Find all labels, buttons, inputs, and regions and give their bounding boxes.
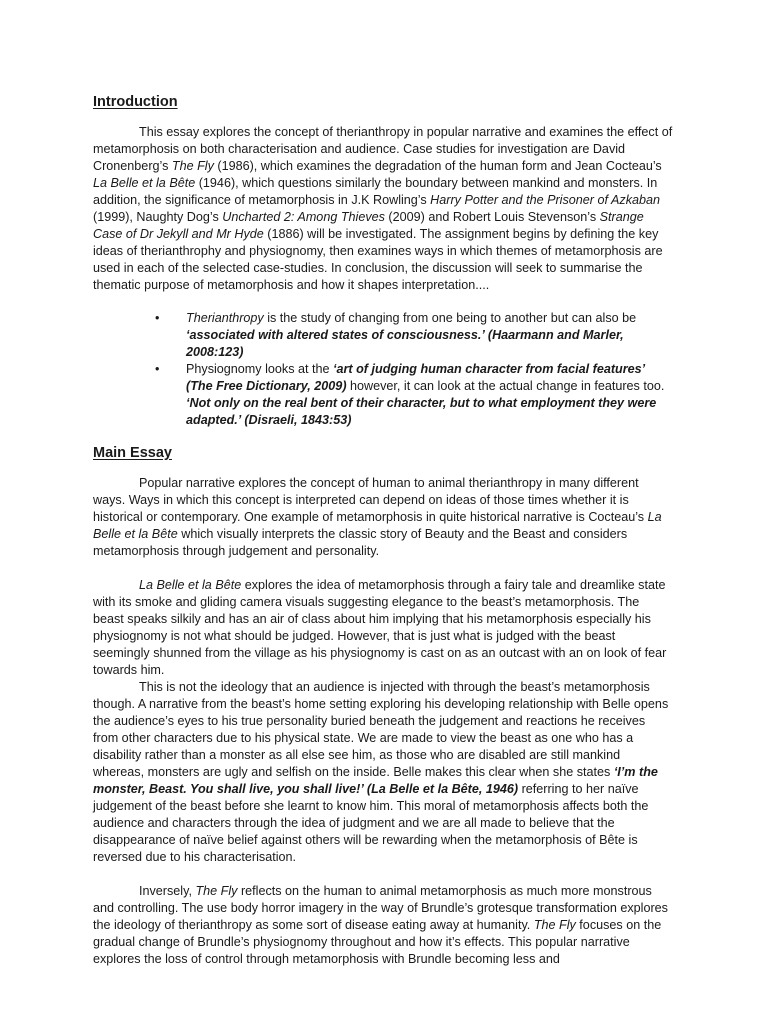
- bullet-marker: •: [155, 311, 160, 325]
- list-item-therianthropy: • Therianthropy is the study of changing from one being to another but can also be ‘associated with altered states of consciousness.’ (Haarmann and Marler, 2008:123): [155, 311, 637, 359]
- main-paragraph-2: La Belle et la Bête explores the idea of metamorphosis through a fairy tale and dreamlike state with its smoke and gliding camera visuals suggesting elegance to the beast’s metamorphosis. The beast speaks silkily and has an air of class about him implying that his metamorphosis especially his physiognomy is not what should be judged. However, that is just what is judged with the beast seemingly shunned from the village as his physiognomy is cast on as an outcast with an on look of fear towards him.: [93, 578, 667, 677]
- document-body: [93, 90, 673, 968]
- main-essay-heading: Main Essay: [93, 445, 172, 461]
- bullet-marker: •: [155, 362, 160, 376]
- main-paragraph-1: Popular narrative explores the concept of human to animal therianthropy in many different ways. Ways in which this concept is interpreted can depend on ideas of those times whether it is historical or contemporary. One example of metamorphosis in quite historical narrative is Cocteau’s La Belle et la Bête which visually interprets the classic story of Beauty and the Beast and considers metamorphosis through judgement and personality.: [93, 476, 662, 558]
- main-paragraph-4: Inversely, The Fly reflects on the human to animal metamorphosis as much more monstrous and controlling. The use body horror imagery in the way of Brundle’s grotesque transformation explores the ideology of therianthropy as some sort of disease eating away at humanity. The Fly focuses on the gradual change of Brundle’s physiognomy throughout and how it’s effects. This popular narrative explores the loss of control through metamorphosis with Brundle becoming less and: [93, 884, 668, 966]
- main-paragraph-3: This is not the ideology that an audience is injected with through the beast’s metamorphosis though. A narrative from the beast’s home setting exploring his developing relationship with Belle opens the audience’s eyes to his true personality buried beneath the judgement and reactions he receives from other characters due to his physical state. We are made to view the beast as one who has a disability rather than a monster as all else see him, as those who are disabled are still mankind whereas, monsters are ugly and selfish on the inside. Belle makes this clear when she states ‘I’m the monster, Beast. You shall live, you shall live!’ (La Belle et la Bête, 1946) referring to her naïve judgement of the beast before she learnt to know him. This moral of metamorphosis affects both the audience and characters through the idea of judgment and we are all made to believe that the disappearance of naïve belief against others will be rewarding when the metamorphosis of Bête is reversed due to his characterisation.: [93, 680, 669, 864]
- list-item-physiognomy: • Physiognomy looks at the ‘art of judging human character from facial features’ (The Free Dictionary, 2009) however, it can look at the actual change in features too. ‘Not only on the real bent of their character, but to what employment they were adapted.’ (Disraeli, 1843:53): [155, 362, 665, 427]
- introduction-paragraph: This essay explores the concept of therianthropy in popular narrative and examines the effect of metamorphosis on both characterisation and audience. Case studies for investigation are David Cronenberg’s The Fly (1986), which examines the degradation of the human form and Jean Cocteau’s La Belle et la Bête (1946), which questions similarly the boundary between mankind and monsters. In addition, the significance of metamorphosis in J.K Rowling’s Harry Potter and the Prisoner of Azkaban (1999), Naughty Dog’s Uncharted 2: Among Thieves (2009) and Robert Louis Stevenson’s Strange Case of Dr Jekyll and Mr Hyde (1886) will be investigated. The assignment begins by defining the key ideas of therianthrophy and physiognomy, then examines ways in which themes of metamorphosis are used in each of the selected case-studies. In conclusion, the discussion will seek to summarise the thematic purpose of metamorphosis and how it shapes interpretation....: [93, 125, 673, 292]
- introduction-heading: Introduction: [93, 94, 178, 110]
- definitions-list: [93, 310, 673, 429]
